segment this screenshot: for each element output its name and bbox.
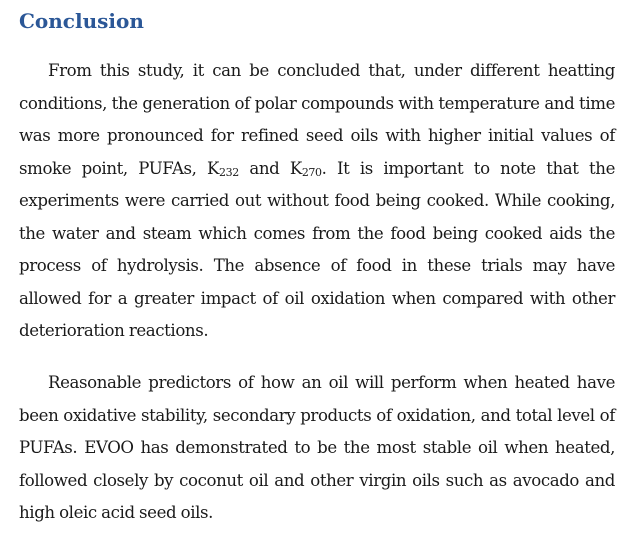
k270-subscript: 270 <box>301 165 322 179</box>
paragraph-1-text-start: From this study, it can be concluded that, under different heatting conditions, the generation of polar compounds with temperature and time was more pronounced for refined seed oils with higher initial values of smoke point, PUFAs, K <box>19 61 615 178</box>
conclusion-paragraph-1 <box>19 55 615 348</box>
paragraph-1-text-end: . It is important to note that the experiments were carried out without food being cooked. While cooking, the water and steam which comes from the food being cooked aids the process of hydrolysis. The absence of food in these trials may have allowed for a greater impact of oil oxidation when compared with other deterioration reactions. <box>19 158 615 340</box>
k232-subscript: 232 <box>219 165 239 179</box>
conclusion-paragraph-2: Reasonable predictors of how an oil will perform when heated have been oxidative stability, secondary products of oxidation, and total level of PUFAs. EVOO has demonstrated to be the most stable oil when heated, followed closely by coconut oil and other virgin oils such as avocado and high oleic acid seed oils. <box>19 373 615 522</box>
paragraph-1-text-and: and K <box>238 158 302 178</box>
section-heading: Conclusion <box>19 9 144 33</box>
